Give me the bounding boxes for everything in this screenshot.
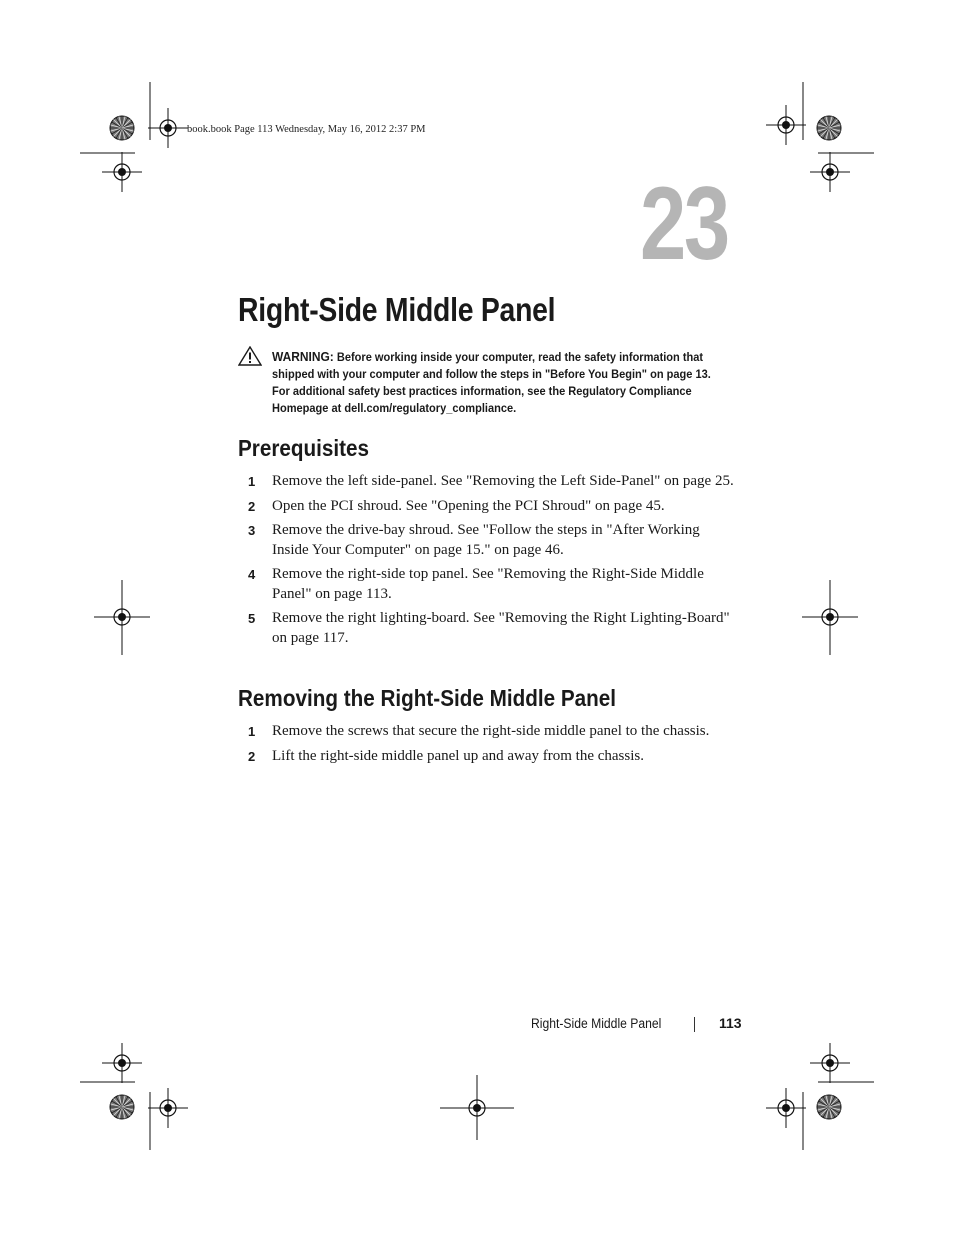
registration-starburst: [110, 1095, 134, 1119]
step-text: Remove the right-side top panel. See "Removing the Right-Side Middle Panel" on page 113.: [272, 566, 704, 602]
print-slug: book.book Page 113 Wednesday, May 16, 2012 2:37 PM: [187, 124, 426, 135]
step-text: Remove the drive-bay shroud. See "Follow the steps in "After Working Inside Your Computer" on page 15." on page 46.: [272, 522, 700, 558]
registration-starburst: [817, 1095, 841, 1119]
list-item: [248, 722, 738, 742]
registration-starburst: [817, 116, 841, 140]
step-text: Lift the right-side middle panel up and away from the chassis.: [272, 747, 644, 764]
prerequisites-heading: Prerequisites: [238, 435, 370, 461]
registration-target: [148, 108, 188, 148]
registration-target: [102, 1043, 142, 1083]
step-number: 2: [248, 748, 256, 764]
chapter-number: 23: [640, 166, 728, 282]
step-text: Remove the screws that secure the right-side middle panel to the chassis.: [272, 723, 710, 739]
list-item: [248, 565, 738, 604]
registration-target: [148, 1088, 188, 1128]
step-text: Remove the right lighting-board. See "Removing the Right Lighting-Board" on page 117.: [272, 610, 730, 646]
registration-target: [766, 105, 806, 145]
removing-heading: Removing the Right-Side Middle Panel: [238, 685, 617, 711]
list-item: [248, 747, 738, 767]
step-number: 2: [248, 498, 256, 514]
registration-target: [766, 1088, 806, 1128]
prerequisites-list: [248, 472, 738, 653]
step-text: Remove the left side-panel. See "Removing the Left Side-Panel" on page 25.: [272, 473, 734, 489]
page-title: Right-Side Middle Panel: [238, 291, 556, 328]
list-item: [248, 521, 738, 560]
registration-starburst: [110, 116, 134, 140]
warning-label: WARNING:: [272, 349, 334, 364]
step-number: 1: [248, 474, 256, 489]
step-number: 3: [248, 523, 256, 538]
removing-list: [248, 722, 738, 771]
page-number: 113: [719, 1015, 742, 1031]
list-item: [248, 497, 738, 517]
step-text: Open the PCI shroud. See "Opening the PCI Shroud" on page 45.: [272, 497, 665, 514]
step-number: 5: [248, 611, 256, 626]
step-number: 1: [248, 724, 256, 739]
registration-target: [810, 152, 850, 192]
footer-divider: [694, 1017, 695, 1032]
list-item: [248, 609, 738, 648]
warning-text: Before working inside your computer, read the safety information that shipped with your computer and follow the steps in "Before You Begin" on page 13. For additional safety best practices information, see the Regulatory Compliance Homepage at dell.com/regulatory_compliance.: [272, 350, 711, 415]
registration-target: [810, 1043, 850, 1083]
footer-section-title: Right-Side Middle Panel: [531, 1016, 662, 1031]
step-number: 4: [248, 567, 256, 582]
warning-triangle-icon: [238, 346, 262, 366]
registration-target: [102, 152, 142, 192]
list-item: [248, 472, 738, 492]
warning-notice: [272, 348, 714, 417]
